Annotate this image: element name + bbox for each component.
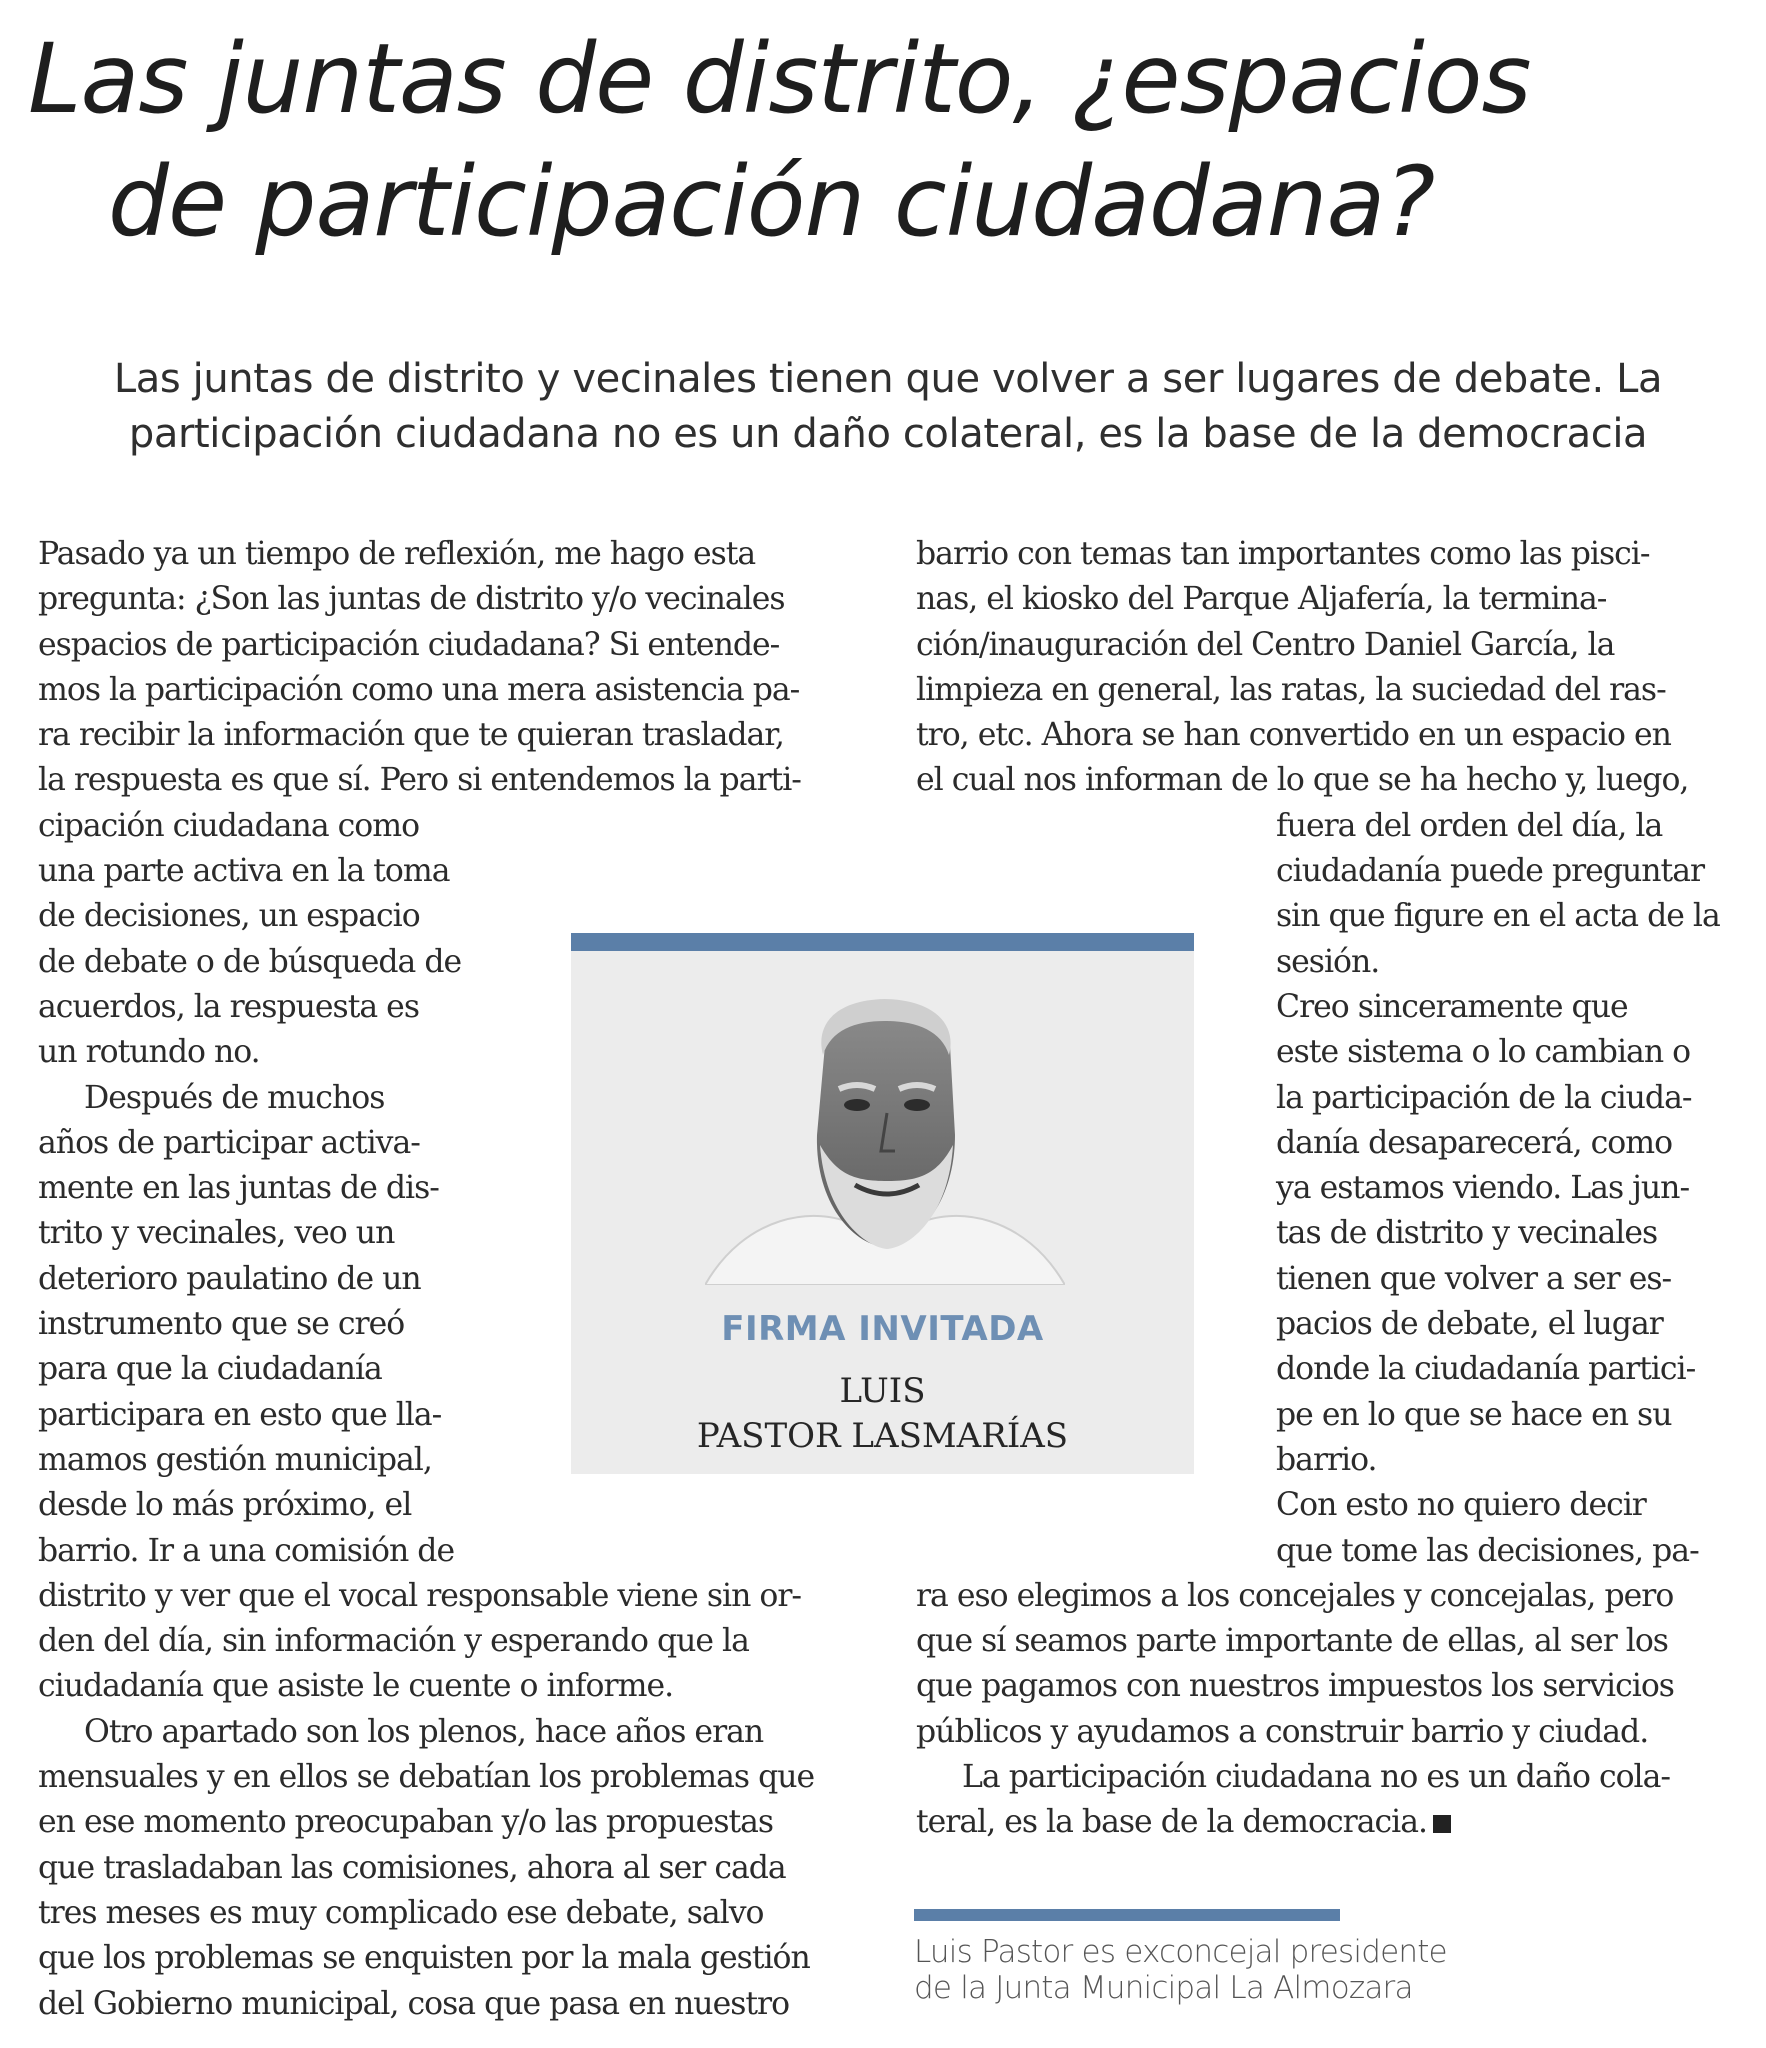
body-line: de decisiones, un espacio [38, 898, 420, 935]
body-line: mamos gestión municipal, [38, 1441, 432, 1478]
body-line: la respuesta es que sí. Pero si entendemos la parti- [38, 762, 801, 799]
body-line: Con esto no quiero decir [1276, 1487, 1646, 1524]
body-line: en ese momento preocupaban y/o las propuestas [38, 1804, 774, 1841]
body-line: Pasado ya un tiempo de reflexión, me hago esta [38, 536, 756, 572]
body-line: Después de muchos [84, 1079, 385, 1116]
article-headline [28, 18, 1738, 264]
body-line: públicos y ayudamos a construir barrio y ciudad. [916, 1713, 1649, 1750]
body-line: barrio. [1276, 1441, 1377, 1478]
body-line: el cual nos informan de lo que se ha hecho y, luego, [916, 762, 1689, 799]
author-portrait [705, 985, 1065, 1285]
body-line: que los problemas se enquisten por la mala gestión [38, 1940, 810, 1977]
bio-line: de la Junta Municipal La Almozara [914, 1970, 1413, 2006]
body-line: que pagamos con nuestros impuestos los servicios [916, 1668, 1674, 1705]
subheadline-line: participación ciudadana no es un daño colateral, es la base de la democracia [128, 411, 1648, 457]
body-line: pacios de debate, el lugar [1276, 1306, 1663, 1343]
body-line: mensuales y en ellos se debatían los problemas que [38, 1759, 815, 1796]
body-line: distrito y ver que el vocal responsable viene sin or- [38, 1577, 802, 1614]
body-line-last [916, 1800, 1734, 1845]
body-line: la participación de la ciuda- [1276, 1079, 1692, 1116]
body-line: ciudadanía puede preguntar [1276, 853, 1705, 890]
headline-line: de participación ciudadana? [108, 146, 1435, 258]
body-line: mente en las juntas de dis- [38, 1170, 439, 1207]
author-name-line: LUIS [839, 1371, 926, 1411]
body-line: Otro apartado son los plenos, hace años eran [84, 1713, 764, 1750]
body-line: barrio. Ir a una comisión de [38, 1532, 455, 1569]
body-line: participara en esto que lla- [38, 1396, 442, 1433]
body-line: que trasladaban las comisiones, ahora al ser cada [38, 1849, 786, 1886]
body-line: acuerdos, la respuesta es [38, 988, 419, 1025]
body-line: que tome las decisiones, pa- [1276, 1532, 1699, 1569]
body-line: ra recibir la información que te quieran trasladar, [38, 717, 784, 754]
body-line: fuera del orden del día, la [1276, 807, 1663, 844]
body-line: La participación ciudadana no es un daño cola- [962, 1759, 1671, 1796]
body-line: de debate o de búsqueda de [38, 943, 462, 980]
body-line: sin que figure en el acta de la [1276, 898, 1720, 935]
body-line: ción/inauguración del Centro Daniel García, la [916, 626, 1615, 663]
bio-divider [914, 1909, 1340, 1921]
body-line: un rotundo no. [38, 1034, 260, 1071]
body-line: danía desaparecerá, como [1276, 1124, 1673, 1161]
body-line: tas de distrito y vecinales [1276, 1215, 1658, 1252]
body-line: cipación ciudadana como [38, 807, 420, 844]
body-line: mos la participación como una mera asistencia pa- [38, 671, 800, 708]
body-line-text: teral, es la base de la democracia. [916, 1804, 1428, 1841]
body-line: donde la ciudadanía partici- [1276, 1351, 1696, 1388]
body-line: barrio con temas tan importantes como las pisci- [916, 536, 1650, 572]
bio-line: Luis Pastor es exconcejal presidente [914, 1934, 1447, 1970]
headline-line: Las juntas de distrito, ¿espacios [28, 23, 1531, 135]
author-name [571, 1369, 1194, 1459]
article-subheadline [48, 352, 1728, 462]
body-line: ra eso elegimos a los concejales y concejalas, pero [916, 1577, 1674, 1614]
body-line: del Gobierno municipal, cosa que pasa en nuestro [38, 1985, 790, 2022]
body-line: desde lo más próximo, el [38, 1487, 412, 1524]
author-bio [914, 1934, 1734, 2006]
body-line: para que la ciudadanía [38, 1351, 382, 1388]
body-line: tro, etc. Ahora se han convertido en un espacio en [916, 717, 1671, 754]
body-line: instrumento que se creó [38, 1306, 405, 1343]
body-line: sesión. [1276, 943, 1380, 980]
body-line: Creo sinceramente que [1276, 988, 1628, 1025]
body-line: deterioro paulatino de un [38, 1260, 421, 1297]
guest-signature-label: FIRMA INVITADA [721, 1309, 1044, 1349]
body-line: que sí seamos parte importante de ellas, al ser los [916, 1623, 1668, 1660]
subheadline-line: Las juntas de distrito y vecinales tienen que volver a ser lugares de debate. La [113, 356, 1663, 402]
body-line: ya estamos viendo. Las jun- [1276, 1170, 1690, 1207]
body-line: nas, el kiosko del Parque Aljafería, la termina- [916, 581, 1607, 618]
body-line: pregunta: ¿Son las juntas de distrito y/o vecinales [38, 581, 785, 618]
body-line: tres meses es muy complicado ese debate, salvo [38, 1894, 764, 1931]
body-line: una parte activa en la toma [38, 853, 450, 890]
body-line: ciudadanía que asiste le cuente o informe. [38, 1668, 674, 1705]
end-mark-icon [1433, 1815, 1451, 1833]
guest-author-box [571, 933, 1194, 1474]
body-line: tienen que volver a ser es- [1276, 1260, 1672, 1297]
body-line: años de participar activa- [38, 1124, 420, 1161]
body-line: pe en lo que se hace en su [1276, 1396, 1672, 1433]
author-name-line: PASTOR LASMARÍAS [696, 1416, 1069, 1456]
body-line: este sistema o lo cambian o [1276, 1034, 1691, 1071]
body-line: espacios de participación ciudadana? Si entende- [38, 626, 780, 663]
body-line: den del día, sin información y esperando que la [38, 1623, 749, 1660]
body-line: trito y vecinales, veo un [38, 1215, 395, 1252]
body-line: limpieza en general, las ratas, la suciedad del ras- [916, 671, 1666, 708]
